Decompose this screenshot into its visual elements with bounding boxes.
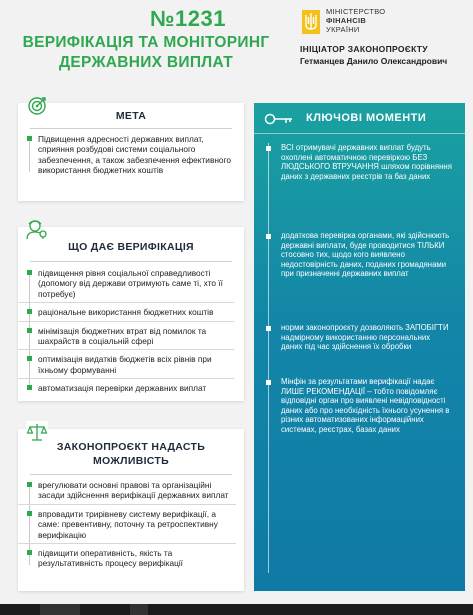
initiator-label: ІНІЦІАТОР ЗАКОНОПРОЄКТУ bbox=[300, 44, 428, 54]
key-points-panel bbox=[254, 103, 465, 591]
key-points-heading: КЛЮЧОВІ МОМЕНТИ bbox=[306, 112, 427, 124]
possibility-list bbox=[18, 480, 244, 569]
page-title-line-1: ВЕРИФІКАЦІЯ ТА МОНІТОРИНГ bbox=[22, 34, 270, 51]
verification-list bbox=[18, 268, 244, 394]
page-title-line-2: ДЕРЖАВНИХ ВИПЛАТ bbox=[59, 54, 233, 71]
list-item: Підвищення адресності державних виплат, сприяння розбудові системи соціального забезпечення, а також забезпечення ефективного використання бюджетних коштів bbox=[18, 134, 234, 176]
list-item: ВСІ отримувачі державних виплат будуть охоплені автоматичною перевіркою БЕЗ ЛЮДСЬКОГО ВТРУЧАННЯ шляхом порівняння даних з державних реєстрів та баз даних bbox=[254, 143, 465, 231]
key-icon bbox=[264, 113, 294, 125]
list-item: Мінфін за результатами верифікації надає ЛИШЕ РЕКОМЕНДАЦІЇ – тобто повідомляє відповідні орган про виявлені невідповідності даних або про необхідність їхнього усунення в різних автоматизованих інформаційних системах, реєстрах, базах даних bbox=[254, 377, 465, 435]
key-points-list bbox=[254, 137, 465, 435]
list-item: автоматизація перевірки державних виплат bbox=[18, 383, 234, 393]
list-item: додаткова перевірка органами, які здійснюють державні виплати, буде проводитися ТІЛЬКИ стосовно тих, щодо кого виявлено недостовірність даних, поданих громадянами при призначенні державних виплат bbox=[254, 231, 465, 323]
goal-list bbox=[18, 134, 244, 176]
ministry-emblem-icon bbox=[302, 10, 320, 34]
list-item: мінімізація бюджетних втрат від помилок та шахрайств в соціальній сфері bbox=[18, 326, 234, 351]
bottom-strip bbox=[0, 604, 473, 615]
ministry-name: МІНІСТЕРСТВО ФІНАНСІВ УКРАЇНИ bbox=[326, 7, 386, 34]
list-item: оптимізація видатків бюджетів всіх рівнів при їхньому формуванні bbox=[18, 354, 234, 379]
key-points-header bbox=[254, 103, 465, 133]
list-item: раціональне використання бюджетних коштів bbox=[18, 307, 234, 321]
list-item: підвищення рівня соціальної справедливості (допомогу від держави отримують саме ті, хто її потребує) bbox=[18, 268, 234, 303]
goal-card bbox=[18, 103, 244, 201]
list-item: врегулювати основні правові та організаційні засади здійснення верифікації державних виплат bbox=[18, 480, 236, 505]
list-item: впровадити трирівневу систему верифікації, а саме: превентивну, поточну та ретроспективну верифікацію bbox=[18, 509, 236, 544]
possibility-card bbox=[18, 429, 244, 591]
list-item: підвищити оперативність, якість та результативність процесу верифікації bbox=[18, 548, 236, 569]
target-icon bbox=[26, 95, 48, 117]
verification-heading: ЩО ДАЄ ВЕРИФІКАЦІЯ bbox=[68, 241, 194, 253]
author-name: Гетманцев Данило Олександрович bbox=[300, 56, 448, 66]
document-number: №1231 bbox=[150, 6, 226, 31]
list-item: норми законопроєкту дозволяють ЗАПОБІГТИ надмірному використанню персональних даних під час здійснення їх обробки bbox=[254, 323, 465, 377]
verification-card bbox=[18, 227, 244, 401]
inspector-icon bbox=[24, 217, 48, 241]
scales-icon bbox=[26, 421, 48, 443]
possibility-heading: ЗАКОНОПРОЄКТ НАДАСТЬ МОЖЛИВІСТЬ bbox=[56, 441, 206, 467]
goal-heading: МЕТА bbox=[115, 110, 147, 122]
